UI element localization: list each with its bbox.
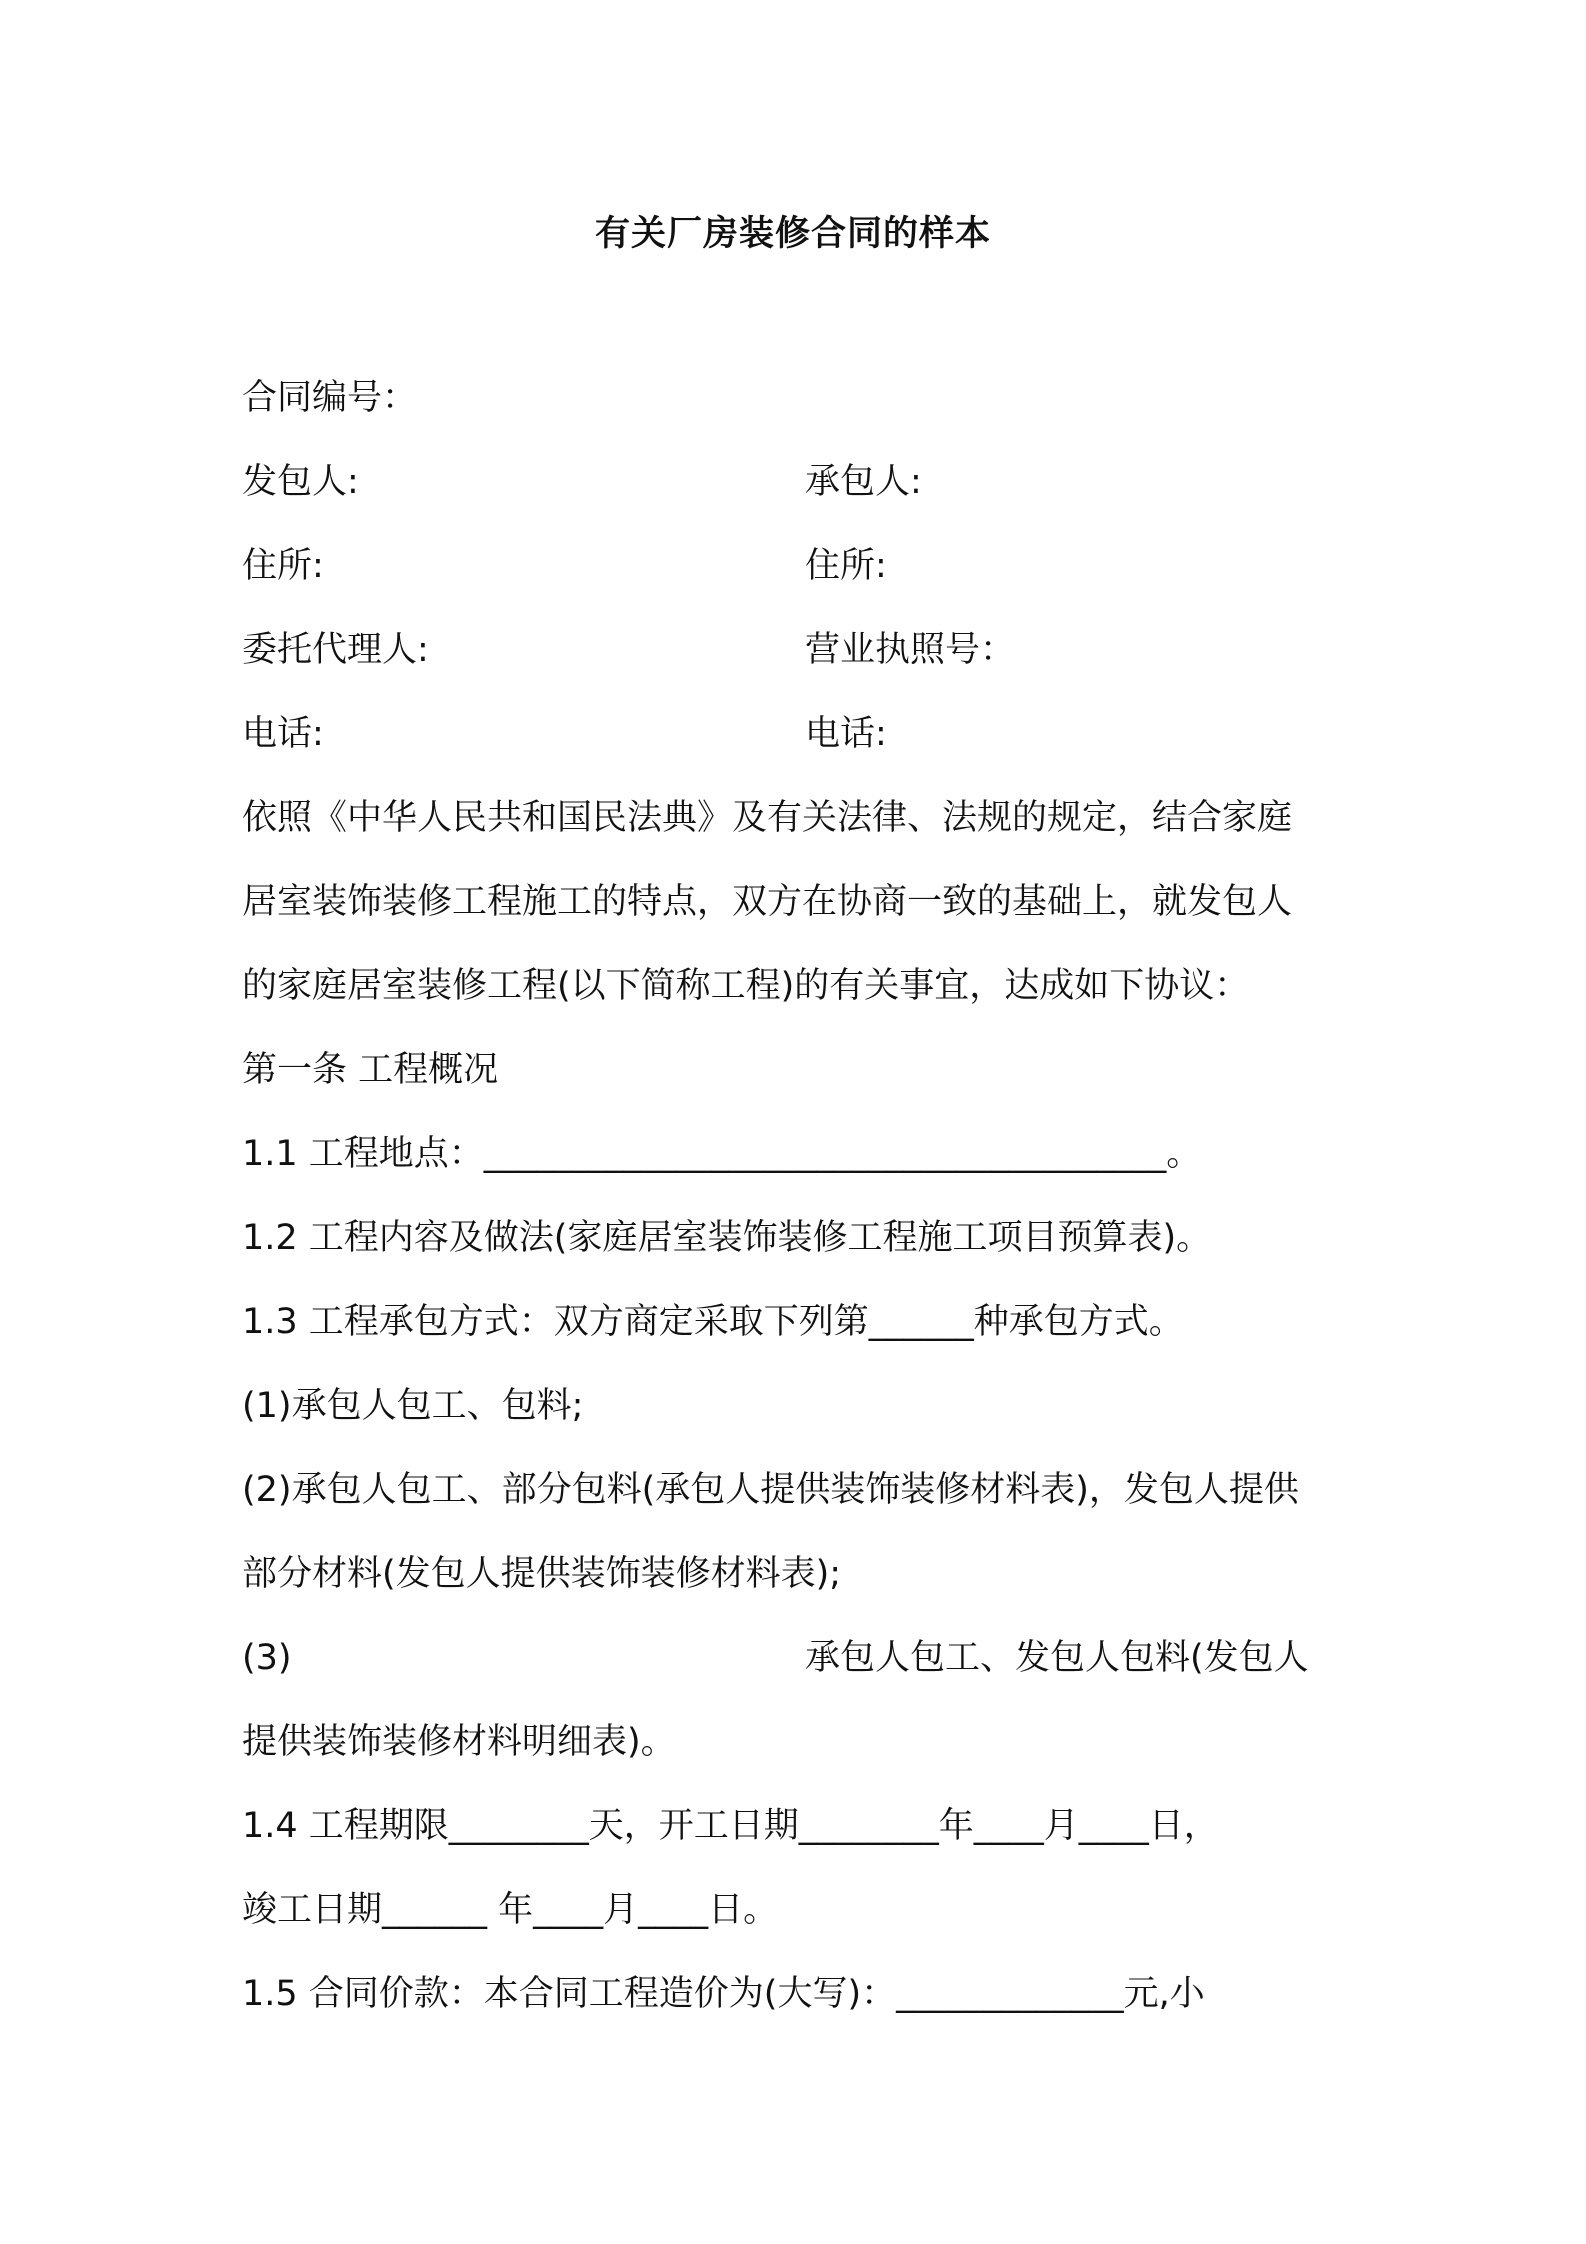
agent-label: 委托代理人: xyxy=(242,630,429,670)
phone-b-label: 电话: xyxy=(805,714,887,754)
option-1: (1)承包人包工、包料; xyxy=(242,1386,584,1426)
address-b-label: 住所: xyxy=(805,546,887,586)
address-row xyxy=(242,544,887,588)
party-a-label: 发包人: xyxy=(242,462,359,502)
clause-1-5: 1.5 合同价款：本合同工程造价为(大写)：_____________元,小 xyxy=(242,1974,1205,2014)
intro-line-2: 居室装饰装修工程施工的特点，双方在协商一致的基础上，就发包人 xyxy=(242,882,1293,922)
intro-line-3: 的家庭居室装修工程(以下简称工程)的有关事宜，达成如下协议： xyxy=(242,966,1250,1006)
address-a-label: 住所: xyxy=(242,546,324,586)
license-label: 营业执照号： xyxy=(805,630,1016,670)
option-2-line-2: 部分材料(发包人提供装饰装修材料表); xyxy=(242,1554,842,1594)
intro-line-1: 依照《中华人民共和国民法典》及有关法律、法规的规定，结合家庭 xyxy=(242,798,1293,838)
contract-number-label: 合同编号： xyxy=(242,378,418,418)
option-3-line-2: 提供装饰装修材料明细表)。 xyxy=(242,1722,676,1762)
article-1-heading: 第一条 工程概况 xyxy=(242,1050,499,1090)
clause-1-4-line-1: 1.4 工程期限________天，开工日期________年____月____日， xyxy=(242,1806,1219,1846)
clause-1-3: 1.3 工程承包方式：双方商定采取下列第______种承包方式。 xyxy=(242,1302,1184,1342)
option-3-number: (3) xyxy=(242,1638,292,1678)
phone-a-label: 电话: xyxy=(242,714,324,754)
option-2-line-1: (2)承包人包工、部分包料(承包人提供装饰装修材料表)，发包人提供 xyxy=(242,1470,1299,1510)
agent-row xyxy=(242,628,1016,672)
phone-row xyxy=(242,712,887,756)
party-row xyxy=(242,460,922,504)
document-title: 有关厂房装修合同的样本 xyxy=(594,214,991,254)
party-b-label: 承包人: xyxy=(805,462,922,502)
clause-1-2: 1.2 工程内容及做法(家庭居室装饰装修工程施工项目预算表)。 xyxy=(242,1218,1212,1258)
clause-1-1: 1.1 工程地点：_______________________________________。 xyxy=(242,1134,1202,1174)
option-3-line-1: 承包人包工、发包人包料(发包人 xyxy=(805,1638,1309,1678)
clause-1-4-line-2: 竣工日期______ 年____月____日。 xyxy=(242,1890,779,1930)
option-3-row xyxy=(242,1636,1309,1680)
